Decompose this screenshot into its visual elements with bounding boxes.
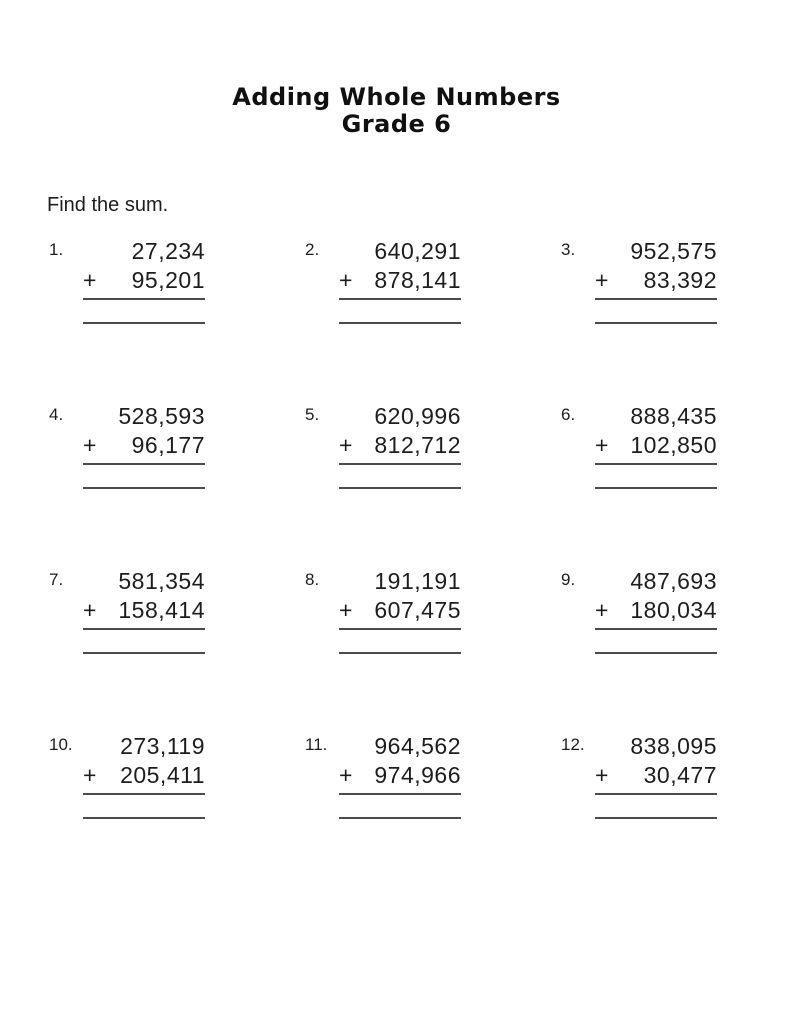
worksheet-title <box>0 84 793 138</box>
addition-row <box>595 431 717 465</box>
addend-2: 205,411 <box>120 762 205 788</box>
addend-1: 273,119 <box>120 733 205 759</box>
problem-number: 10. <box>49 735 73 754</box>
addend-2: 83,392 <box>643 267 717 293</box>
plus-operator: + <box>339 432 353 458</box>
plus-operator: + <box>83 762 97 788</box>
addend-1: 581,354 <box>118 568 205 594</box>
addend-1: 952,575 <box>630 238 717 264</box>
problem-body <box>339 402 461 489</box>
addend-2: 30,477 <box>643 762 717 788</box>
problem <box>49 567 305 732</box>
problem-body <box>595 732 717 819</box>
problem-number: 3. <box>561 240 576 259</box>
problem-body <box>83 567 205 654</box>
problem-body <box>83 237 205 324</box>
addition-row <box>83 266 205 300</box>
problem <box>305 567 561 732</box>
addend-1: 487,693 <box>630 568 717 594</box>
addend-2: 607,475 <box>374 597 461 623</box>
addition-row <box>83 431 205 465</box>
problems-grid <box>49 237 791 897</box>
plus-operator: + <box>595 762 609 788</box>
addend-1: 964,562 <box>374 733 461 759</box>
problem <box>561 567 791 732</box>
addend-2: 96,177 <box>131 432 205 458</box>
answer-blank[interactable] <box>339 300 461 324</box>
problem-number: 1. <box>49 240 64 259</box>
addend-1: 27,234 <box>131 238 205 264</box>
problem-number: 2. <box>305 240 320 259</box>
title-line-1: Adding Whole Numbers <box>232 83 561 111</box>
answer-blank[interactable] <box>595 795 717 819</box>
addend-1: 620,996 <box>374 403 461 429</box>
plus-operator: + <box>339 267 353 293</box>
plus-operator: + <box>595 267 609 293</box>
problem <box>305 237 561 402</box>
addition-row <box>83 596 205 630</box>
addend-2: 812,712 <box>374 432 461 458</box>
addend-1: 888,435 <box>630 403 717 429</box>
answer-blank[interactable] <box>83 795 205 819</box>
problem <box>305 732 561 897</box>
problem <box>561 237 791 402</box>
answer-blank[interactable] <box>83 630 205 654</box>
problem-body <box>595 402 717 489</box>
problem-body <box>339 567 461 654</box>
addend-1: 640,291 <box>374 238 461 264</box>
addend-2: 102,850 <box>630 432 717 458</box>
answer-blank[interactable] <box>595 300 717 324</box>
addend-2: 974,966 <box>374 762 461 788</box>
plus-operator: + <box>339 762 353 788</box>
answer-blank[interactable] <box>595 465 717 489</box>
problem-number: 9. <box>561 570 576 589</box>
plus-operator: + <box>595 597 609 623</box>
problem-number: 12. <box>561 735 585 754</box>
problem-number: 11. <box>305 735 328 754</box>
plus-operator: + <box>83 267 97 293</box>
problem <box>561 402 791 567</box>
problem-body <box>595 567 717 654</box>
addition-row <box>339 266 461 300</box>
plus-operator: + <box>83 597 97 623</box>
addition-row <box>595 761 717 795</box>
answer-blank[interactable] <box>339 465 461 489</box>
answer-blank[interactable] <box>339 795 461 819</box>
instruction-text: Find the sum. <box>47 194 169 216</box>
problem-body <box>83 732 205 819</box>
addend-2: 95,201 <box>131 267 205 293</box>
answer-blank[interactable] <box>595 630 717 654</box>
problem <box>49 402 305 567</box>
title-line-2: Grade 6 <box>341 110 452 138</box>
problem-number: 6. <box>561 405 576 424</box>
answer-blank[interactable] <box>83 465 205 489</box>
addition-row <box>595 596 717 630</box>
problem-body <box>595 237 717 324</box>
problem <box>305 402 561 567</box>
problem-number: 5. <box>305 405 320 424</box>
addend-2: 878,141 <box>374 267 461 293</box>
problem-number: 7. <box>49 570 64 589</box>
problem-number: 8. <box>305 570 320 589</box>
answer-blank[interactable] <box>339 630 461 654</box>
problem <box>561 732 791 897</box>
problem-number: 4. <box>49 405 64 424</box>
addition-row <box>339 596 461 630</box>
addend-1: 528,593 <box>118 403 205 429</box>
addition-row <box>339 761 461 795</box>
answer-blank[interactable] <box>83 300 205 324</box>
addition-row <box>83 761 205 795</box>
problem-body <box>339 732 461 819</box>
addition-row <box>595 266 717 300</box>
problem-body <box>339 237 461 324</box>
plus-operator: + <box>83 432 97 458</box>
addend-1: 191,191 <box>374 568 461 594</box>
problem <box>49 732 305 897</box>
addend-1: 838,095 <box>630 733 717 759</box>
plus-operator: + <box>595 432 609 458</box>
addend-2: 158,414 <box>118 597 205 623</box>
addend-2: 180,034 <box>630 597 717 623</box>
plus-operator: + <box>339 597 353 623</box>
problem <box>49 237 305 402</box>
problem-body <box>83 402 205 489</box>
addition-row <box>339 431 461 465</box>
